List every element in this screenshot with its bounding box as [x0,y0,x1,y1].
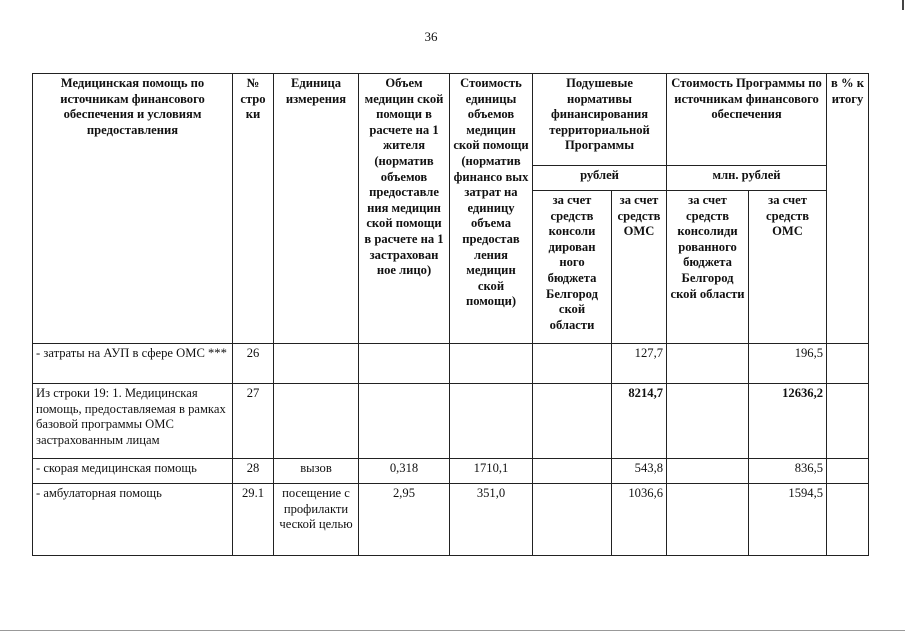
row-volume [359,344,450,384]
row-unit: посещение с профилакти ческой целью [274,484,359,556]
row-unit: вызов [274,459,359,484]
row-prog-budget [667,344,749,384]
header-oms-2: за счет средств ОМС [749,191,827,344]
row-prog-oms: 12636,2 [749,384,827,459]
header-oms: за счет средств ОМС [612,191,667,344]
header-care: Медицинская помощь по источникам финансового обеспечения и условиям предоставления [33,74,233,344]
row-prog-oms: 836,5 [749,459,827,484]
row-percent [827,484,869,556]
header-row-number: № стро ки [233,74,274,344]
row-pc-budget [533,459,612,484]
row-number: 29.1 [233,484,274,556]
row-volume [359,384,450,459]
row-name: - амбулаторная помощь [33,484,233,556]
header-consolidated-budget: за счет средств консоли дирован ного бюджета Белгород ской области [533,191,612,344]
row-unit [274,344,359,384]
page-number: 36 [424,29,438,44]
header-unit: Единица измерения [274,74,359,344]
row-cost: 1710,1 [450,459,533,484]
header-rubles: рублей [533,166,667,191]
table-row [33,484,869,556]
row-pc-oms: 8214,7 [612,384,667,459]
table-row [33,384,869,459]
row-prog-oms: 1594,5 [749,484,827,556]
row-name: - затраты на АУП в сфере ОМС *** [33,344,233,384]
row-cost: 351,0 [450,484,533,556]
row-number: 26 [233,344,274,384]
row-number: 27 [233,384,274,459]
header-per-capita: Подушевые нормативы финансирования территориальной Программы [533,74,667,166]
row-pc-budget [533,344,612,384]
header-mln-rubles: млн. рублей [667,166,827,191]
header-program-cost: Стоимость Программы по источникам финансового обеспечения [667,74,827,166]
row-volume: 0,318 [359,459,450,484]
row-name: Из строки 19: 1. Медицинская помощь, предоставляемая в рамках базовой программы ОМС застрахованным лицам [33,384,233,459]
row-pc-budget [533,484,612,556]
header-consolidated-budget-2: за счет средств консолиди рованного бюджета Белгород ской области [667,191,749,344]
row-pc-oms: 127,7 [612,344,667,384]
header-row-1 [33,74,869,166]
header-percent: в % к итогу [827,74,869,344]
row-percent [827,459,869,484]
row-cost [450,344,533,384]
table-row [33,344,869,384]
row-prog-oms: 196,5 [749,344,827,384]
row-name: - скорая медицинская помощь [33,459,233,484]
row-volume: 2,95 [359,484,450,556]
row-pc-oms: 1036,6 [612,484,667,556]
row-cost [450,384,533,459]
row-prog-budget [667,459,749,484]
row-percent [827,384,869,459]
row-unit [274,384,359,459]
row-pc-oms: 543,8 [612,459,667,484]
row-number: 28 [233,459,274,484]
row-prog-budget [667,484,749,556]
scan-corner-mark [902,0,904,10]
financing-table [32,73,869,556]
row-pc-budget [533,384,612,459]
table-row [33,459,869,484]
header-volume: Объем медицин ской помощи в расчете на 1 жителя (норматив объемов предоставле ния медицин ской помощи в расчете на 1 застрахован ное лицо) [359,74,450,344]
row-percent [827,344,869,384]
row-prog-budget [667,384,749,459]
scan-edge-line [0,630,905,631]
header-unit-cost: Стоимость единицы объемов медицин ской помощи (норматив финансо вых затрат на единицу объема предостав ления медицин ской помощи) [450,74,533,344]
